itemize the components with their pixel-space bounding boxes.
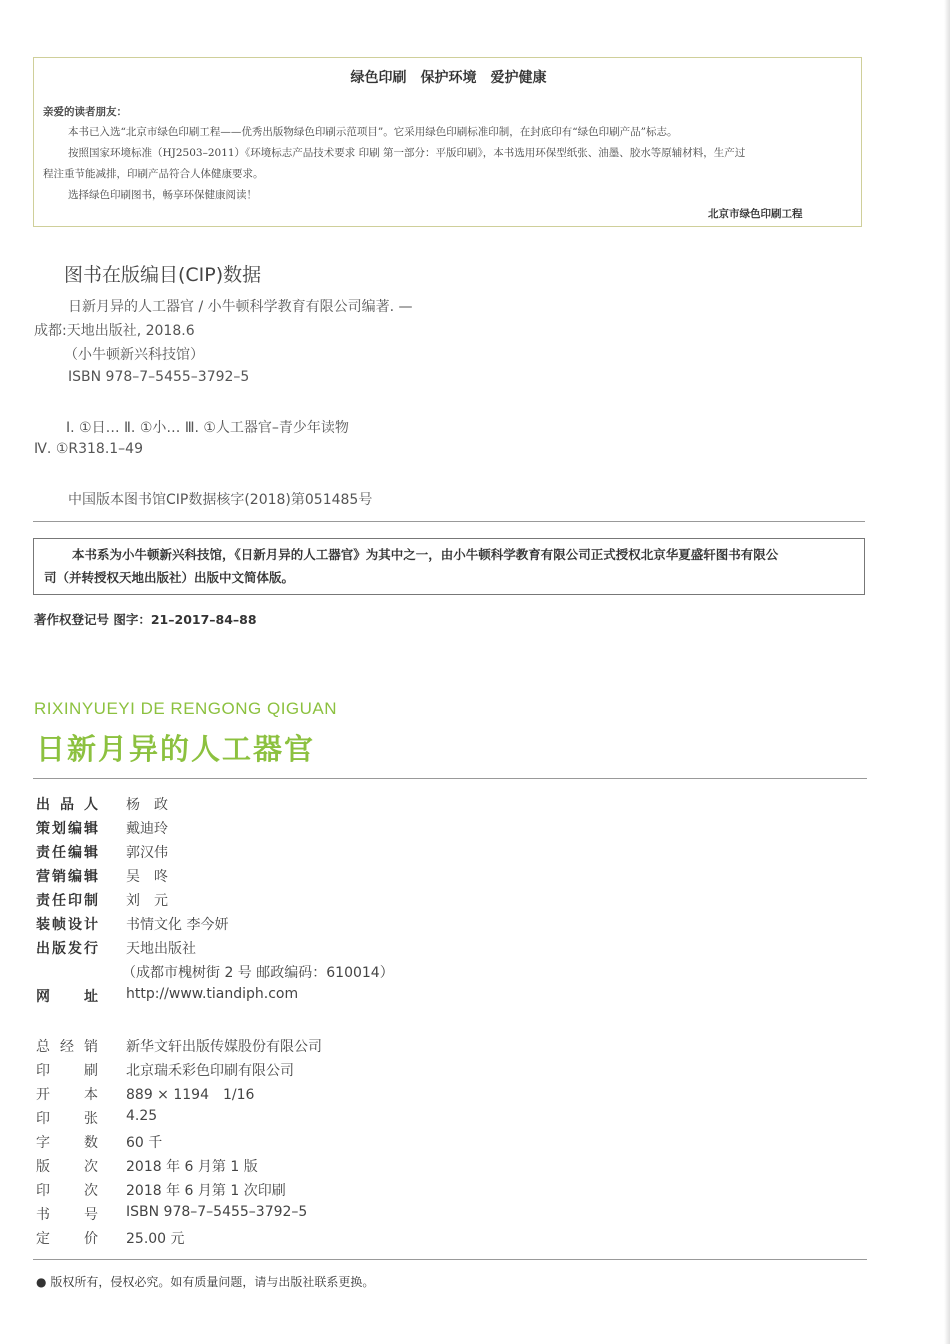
divider <box>33 521 865 522</box>
cip-title: 图书在版编目(CIP)数据 <box>64 264 262 286</box>
cip-line-3: （小牛顿新兴科技馆） <box>64 347 204 363</box>
spec-value: 北京瑞禾彩色印刷有限公司 <box>126 1063 294 1079</box>
book-title-pinyin: RIXINYUEYI DE RENGONG QIGUAN <box>34 699 338 718</box>
spec-label: 定价 <box>36 1231 98 1247</box>
cip-line-2: 成都:天地出版社, 2018.6 <box>34 323 195 339</box>
spec-label: 书号 <box>36 1207 98 1223</box>
credit-label: 装帧设计 <box>36 917 98 933</box>
spec-label: 开本 <box>36 1087 98 1103</box>
cip-line-1: 日新月异的人工器官 / 小牛顿科学教育有限公司编著. — <box>68 299 413 315</box>
notice-paragraph-2-line-2: 程注重节能减排，印刷产品符合人体健康要求。 <box>43 168 264 180</box>
license-line-2: 司（并转授权天地出版社）出版中文简体版。 <box>44 570 295 585</box>
spec-value: 25.00 元 <box>126 1231 185 1247</box>
green-printing-heading: 绿色印刷 保护环境 爱护健康 <box>350 70 547 86</box>
bullet-icon: ● <box>36 1275 47 1289</box>
spec-label: 总经销 <box>36 1039 98 1055</box>
book-title: 日新月异的人工器官 <box>36 732 316 766</box>
cip-line-5: Ⅰ. ①日… Ⅱ. ①小… Ⅲ. ①人工器官–青少年读物 <box>66 420 349 436</box>
spec-value: 60 千 <box>126 1135 163 1151</box>
credit-label: 策划编辑 <box>36 821 98 837</box>
license-notice <box>33 538 865 595</box>
credit-value: 郭汉伟 <box>126 845 168 861</box>
page-edge-shadow <box>944 0 950 1344</box>
notice-paragraph-1: 本书已入选“北京市绿色印刷工程——优秀出版物绿色印刷示范项目”。它采用绿色印刷标准印制，在封底印有“绿色印刷产品”标志。 <box>68 126 678 138</box>
copyright-footer <box>36 1273 374 1290</box>
copyright-registration: 著作权登记号 图字：21–2017–84–88 <box>34 612 257 627</box>
spec-label: 印刷 <box>36 1063 98 1079</box>
license-line-1: 本书系为小牛顿新兴科技馆，《日新月异的人工器官》为其中之一，由小牛顿科学教育有限公司正式授权北京华夏盛轩图书有限公 <box>72 547 779 562</box>
spec-label: 版次 <box>36 1159 98 1175</box>
divider <box>33 778 867 779</box>
credit-value: 书情文化 李今妍 <box>126 917 229 933</box>
green-printing-notice <box>33 57 862 227</box>
spec-label: 印次 <box>36 1183 98 1199</box>
publisher-address: （成都市槐树街 2 号 邮政编码：610014） <box>122 965 394 981</box>
credit-label: 出品人 <box>36 797 98 813</box>
spec-value: ISBN 978–7–5455–3792–5 <box>126 1204 308 1220</box>
credit-label: 责任编辑 <box>36 845 98 861</box>
spec-label: 印张 <box>36 1111 98 1127</box>
spec-value: 889 × 1194 1/16 <box>126 1087 255 1103</box>
spec-label: 字数 <box>36 1135 98 1151</box>
footer-text: 版权所有，侵权必究。如有质量问题，请与出版社联系更换。 <box>50 1275 375 1289</box>
greeting: 亲爱的读者朋友： <box>43 106 127 118</box>
credit-label: 责任印制 <box>36 893 98 909</box>
notice-paragraph-2-line-1: 按照国家环境标准（HJ2503–2011）《环境标志产品技术要求 印刷 第一部分：平版印刷》，本书选用环保型纸张、油墨、胶水等原辅材料，生产过 <box>68 147 746 159</box>
cip-line-7: 中国版本图书馆CIP数据核字(2018)第051485号 <box>68 492 373 508</box>
website-url[interactable]: http://www.tiandiph.com <box>126 986 299 1002</box>
notice-signature: 北京市绿色印刷工程 <box>708 208 803 220</box>
notice-paragraph-3: 选择绿色印刷图书，畅享环保健康阅读！ <box>68 189 257 201</box>
cip-line-6: Ⅳ. ①R318.1–49 <box>34 441 143 457</box>
cip-line-4: ISBN 978–7–5455–3792–5 <box>68 369 250 385</box>
spec-value: 4.25 <box>126 1108 158 1124</box>
divider <box>33 1259 867 1260</box>
credit-value: 戴迪玲 <box>126 821 168 837</box>
credit-value: 天地出版社 <box>126 941 196 957</box>
credit-label: 营销编辑 <box>36 869 98 885</box>
credit-value: 吴 咚 <box>126 869 168 885</box>
credit-label: 出版发行 <box>36 941 98 957</box>
spec-value: 2018 年 6 月第 1 版 <box>126 1159 258 1175</box>
spec-value: 2018 年 6 月第 1 次印刷 <box>126 1183 286 1199</box>
spec-value: 新华文轩出版传媒股份有限公司 <box>126 1039 322 1055</box>
credit-value: 刘 元 <box>126 893 168 909</box>
credit-label: 网址 <box>36 989 98 1005</box>
credit-value: 杨 政 <box>126 797 168 813</box>
